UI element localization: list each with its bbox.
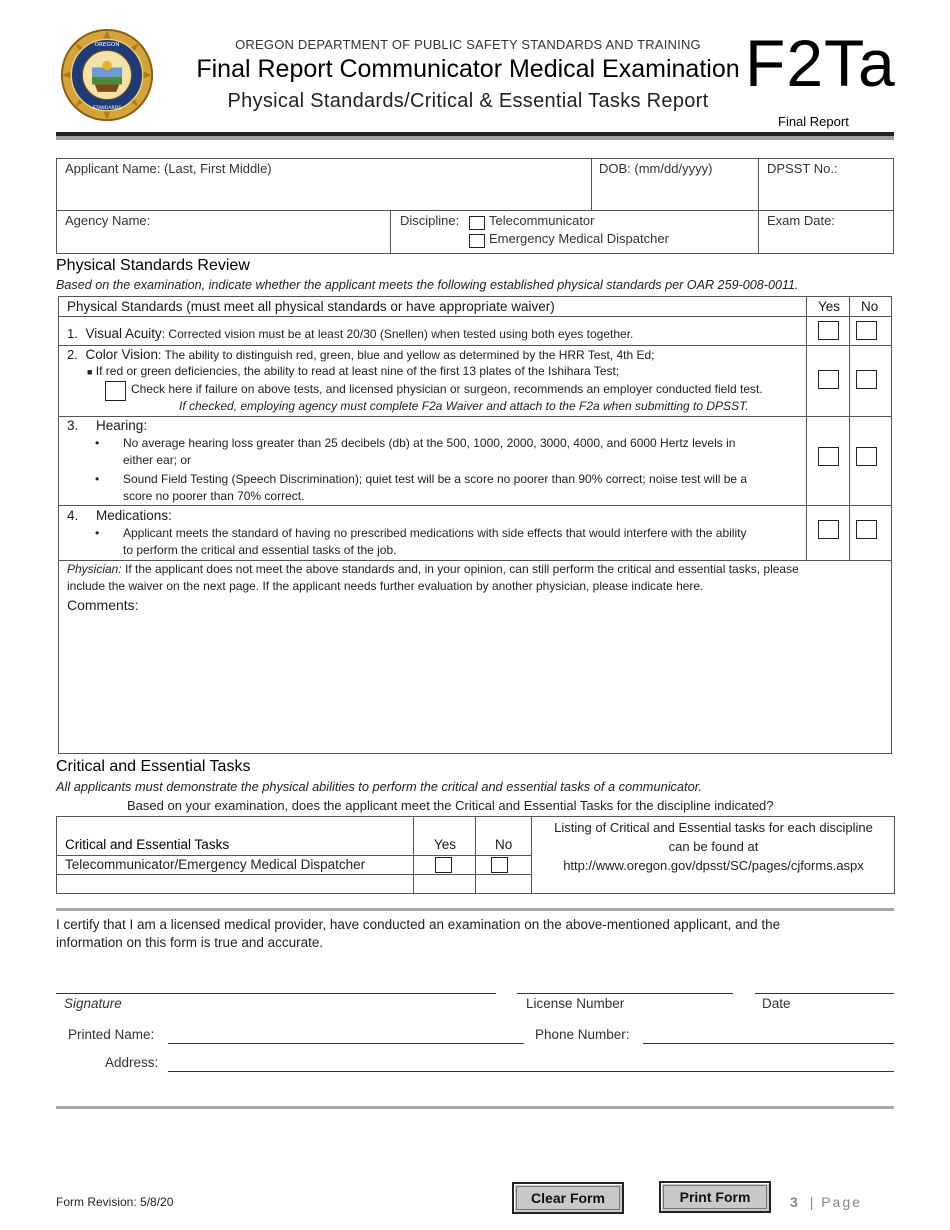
tasks-listing-line1: Listing of Critical and Essential tasks for each discipline (554, 820, 873, 835)
color-vision-row (67, 347, 655, 362)
address-input[interactable] (168, 1071, 894, 1072)
emd-checkbox[interactable] (469, 234, 485, 248)
physician-label: Physician: (67, 562, 122, 576)
critical-tasks-table (56, 816, 895, 894)
color-vision-text: : The ability to distinguish red, green, blue and yellow as determined by the HRR Test, 4th Ed; (158, 348, 655, 362)
dpsst-no-label: DPSST No.: (767, 161, 838, 176)
tasks-yes-checkbox[interactable] (435, 857, 452, 873)
tasks-no-checkbox[interactable] (491, 857, 508, 873)
phone-label: Phone Number: (535, 1027, 630, 1042)
item4-number: 4. (67, 508, 79, 523)
hearing-yes-checkbox[interactable] (818, 447, 839, 466)
field-test-note: If checked, employing agency must complete F2a Waiver and attach to the F2a when submitting to DPSST. (179, 399, 749, 413)
certify-rule (56, 908, 894, 911)
dpsst-seal-logo (60, 28, 154, 122)
physical-col-header: Physical Standards (must meet all physical standards or have appropriate waiver) (67, 299, 555, 314)
page-title: Final Report Communicator Medical Examination (196, 55, 740, 83)
critical-instructions: All applicants must demonstrate the physical abilities to perform the critical and essential tasks of a communicator. (56, 779, 703, 794)
square-bullet-icon: ■ (87, 366, 93, 377)
svg-text:STANDARDS: STANDARDS (92, 105, 122, 111)
hearing-bullet2-dot: • (95, 472, 100, 486)
hearing-bullet1-line2: either ear; or (123, 453, 192, 467)
item3-number: 3. (67, 418, 79, 433)
visual-acuity-row (67, 326, 633, 341)
clear-form-button-label: Clear Form (516, 1186, 620, 1210)
applicant-name-label: Applicant Name: (Last, First Middle) (65, 161, 272, 176)
form-code: F2Ta (745, 26, 896, 100)
dob-label: DOB: (mm/dd/yyyy) (599, 161, 713, 176)
hearing-row: 3. Hearing: (67, 418, 148, 433)
tasks-yes-header: Yes (434, 837, 457, 852)
printed-name-label: Printed Name: (68, 1027, 155, 1042)
physician-note-line1 (67, 562, 799, 576)
agency-name-input[interactable] (59, 229, 387, 251)
tasks-col-header: Critical and Essential Tasks (65, 837, 230, 852)
color-vision-yes-checkbox[interactable] (818, 370, 839, 389)
tasks-row-discipline: Telecommunicator/Emergency Medical Dispatcher (65, 857, 366, 872)
medications-yes-checkbox[interactable] (818, 520, 839, 539)
tasks-listing-note (533, 818, 894, 875)
medications-title: Medications (96, 508, 169, 523)
yes-col-header: Yes (818, 299, 841, 314)
physician-note-line2: include the waiver on the next page. If the applicant needs further evaluation by another physician, please indicate here. (67, 579, 704, 593)
comments-label: Comments: (67, 597, 139, 613)
page-number: 3 (790, 1194, 800, 1210)
critical-tasks-heading: Critical and Essential Tasks (56, 758, 251, 775)
page-indicator (790, 1194, 862, 1210)
date-label: Date (762, 996, 791, 1011)
visual-acuity-no-checkbox[interactable] (856, 321, 877, 340)
item2-number: 2. (67, 347, 78, 362)
page-word: | Page (809, 1194, 862, 1210)
agency-name-label: Agency Name: (65, 213, 151, 228)
emd-label: Emergency Medical Dispatcher (489, 231, 669, 246)
telecommunicator-checkbox[interactable] (469, 216, 485, 230)
visual-acuity-text: : Corrected vision must be at least 20/30 (Snellen) when tested using both eyes together. (161, 327, 634, 341)
hearing-no-checkbox[interactable] (856, 447, 877, 466)
physical-instructions: Based on the examination, indicate whether the applicant meets the following established physical standards per OAR 259-008-0011. (56, 278, 799, 292)
visual-acuity-yes-checkbox[interactable] (818, 321, 839, 340)
signature-line[interactable] (56, 993, 496, 994)
medications-row: 4. Medications: (67, 508, 172, 523)
print-form-button[interactable] (659, 1181, 771, 1213)
form-revision: Form Revision: 5/8/20 (56, 1195, 174, 1209)
physician-text1: If the applicant does not meet the above standards and, in your opinion, can still perform the critical and essential tasks, please (121, 562, 799, 576)
footer-rule (56, 1106, 894, 1109)
exam-date-label: Exam Date: (767, 213, 835, 228)
printed-name-input[interactable] (168, 1043, 524, 1044)
hearing-bullet2-line1: Sound Field Testing (Speech Discrimination); quiet test will be a score no poorer than 90% correct; noise test will be a (123, 472, 748, 486)
color-vision-sub (87, 364, 619, 378)
applicant-info-table (56, 158, 894, 254)
dpsst-no-input[interactable] (761, 179, 891, 207)
date-line[interactable] (755, 993, 894, 994)
item1-number: 1. (67, 326, 78, 341)
certify-text-line2: information on this form is true and accurate. (56, 935, 324, 950)
agency-name-header: OREGON DEPARTMENT OF PUBLIC SAFETY STANDARDS AND TRAINING (235, 37, 701, 52)
license-label: License Number (526, 996, 625, 1011)
hearing-title: Hearing (96, 418, 144, 433)
tasks-no-header: No (495, 837, 513, 852)
dob-input[interactable] (594, 179, 756, 207)
exam-date-input[interactable] (761, 229, 891, 251)
tasks-listing-line2: can be found at (668, 839, 759, 854)
medications-bullet-dot: • (95, 526, 100, 540)
medications-line1: Applicant meets the standard of having no prescribed medications with side effects that would interfere with the ability (123, 526, 747, 540)
print-form-button-label: Print Form (663, 1185, 767, 1209)
hearing-bullet1-dot: • (95, 436, 100, 450)
clear-form-button[interactable] (512, 1182, 624, 1214)
color-vision-title: Color Vision (85, 347, 159, 362)
tasks-listing-url: http://www.oregon.gov/dpsst/SC/pages/cjforms.aspx (563, 858, 864, 873)
phone-input[interactable] (643, 1043, 894, 1044)
visual-acuity-title: Visual Acuity (85, 326, 162, 341)
header-rule-shadow (56, 136, 894, 140)
comments-textarea[interactable] (65, 615, 885, 751)
medications-no-checkbox[interactable] (856, 520, 877, 539)
telecommunicator-label: Telecommunicator (489, 213, 595, 228)
license-line[interactable] (517, 993, 733, 994)
physical-standards-heading: Physical Standards Review (56, 257, 250, 274)
hearing-bullet1-line1: No average hearing loss greater than 25 decibels (db) at the 500, 1000, 2000, 3000, 4000, and 6000 Hertz levels in (123, 436, 736, 450)
color-vision-sub-text: If red or green deficiencies, the ability to read at least nine of the first 13 plates of the Ishihara Test; (95, 364, 620, 378)
color-vision-no-checkbox[interactable] (856, 370, 877, 389)
signature-label: Signature (64, 996, 122, 1011)
medications-line2: to perform the critical and essential tasks of the job. (123, 543, 397, 557)
field-test-label: Check here if failure on above tests, and licensed physician or surgeon, recommends an employer conducted field test. (131, 382, 763, 396)
form-type-label: Final Report (778, 114, 849, 129)
certify-text-line1: I certify that I am a licensed medical provider, have conducted an examination on the above-mentioned applicant, and the (56, 917, 781, 932)
address-label: Address: (105, 1055, 159, 1070)
discipline-label: Discipline: (400, 213, 460, 228)
applicant-name-input[interactable] (59, 179, 587, 207)
svg-text:OREGON: OREGON (94, 41, 120, 48)
field-test-checkbox[interactable] (105, 381, 126, 401)
hearing-bullet2-line2: score no poorer than 70% correct. (123, 489, 305, 503)
critical-question: Based on your examination, does the applicant meet the Critical and Essential Tasks for the discipline indicated? (127, 798, 774, 813)
no-col-header: No (861, 299, 879, 314)
physical-standards-table (58, 296, 892, 754)
page-subtitle: Physical Standards/Critical & Essential Tasks Report (227, 90, 709, 112)
